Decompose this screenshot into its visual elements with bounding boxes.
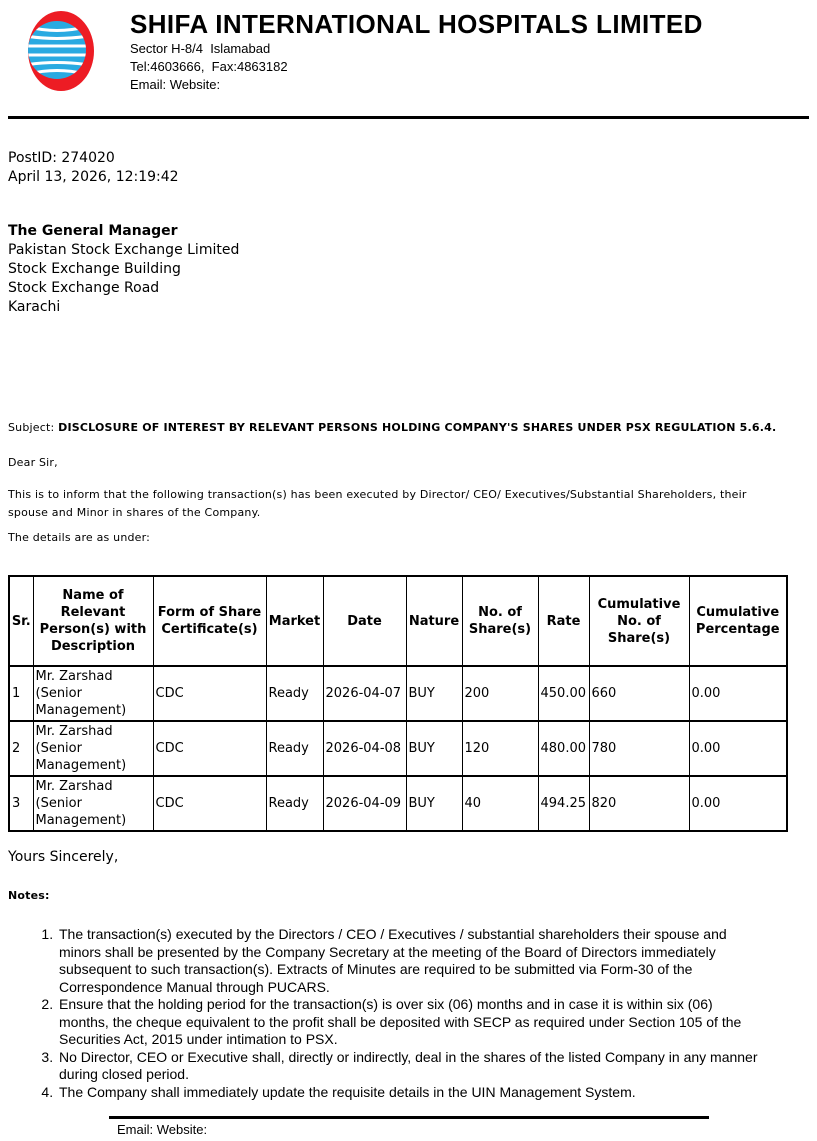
cell-cumulative-shares: 820 <box>589 776 689 831</box>
cell-cumulative-percentage: 0.00 <box>689 721 787 776</box>
col-header-market: Market <box>266 576 323 666</box>
recipient-block <box>8 222 817 317</box>
letterhead <box>0 0 817 116</box>
cell-nature: BUY <box>406 666 462 721</box>
table-row <box>9 721 787 776</box>
col-header-form: Form of Share Certificate(s) <box>153 576 266 666</box>
cell-market: Ready <box>266 776 323 831</box>
col-header-sr: Sr. <box>9 576 33 666</box>
table-header-row <box>9 576 787 666</box>
subject-text: DISCLOSURE OF INTEREST BY RELEVANT PERSONS HOLDING COMPANY'S SHARES UNDER PSX REGULATION 5.6.4. <box>58 421 777 434</box>
cell-form: CDC <box>153 776 266 831</box>
note-item: 3. No Director, CEO or Executive shall, directly or indirectly, deal in the shares of the listed Company in any manner during closed period. <box>57 1049 762 1084</box>
company-logo-icon <box>27 9 95 97</box>
cell-shares: 120 <box>462 721 538 776</box>
cell-date: 2026-04-07 <box>323 666 406 721</box>
cell-rate: 494.25 <box>538 776 589 831</box>
cell-nature: BUY <box>406 721 462 776</box>
company-email-website: Email: Website: <box>130 77 221 92</box>
letterhead-text <box>130 9 817 93</box>
cell-shares: 200 <box>462 666 538 721</box>
cell-date: 2026-04-08 <box>323 721 406 776</box>
cell-sr: 3 <box>9 776 33 831</box>
table-row <box>9 776 787 831</box>
cell-shares: 40 <box>462 776 538 831</box>
company-name: SHIFA INTERNATIONAL HOSPITALS LIMITED <box>130 9 703 39</box>
note-item: 4. The Company shall immediately update the requisite details in the UIN Management System. <box>57 1084 762 1102</box>
body-paragraph: This is to inform that the following transaction(s) has been executed by Director/ CEO/ Executives/Substantial Shareholders, their spouse and Minor in shares of the Company. <box>8 488 747 519</box>
company-address: Sector H-8/4 Islamabad <box>130 41 271 56</box>
col-header-cumulative-shares: Cumulative No. of Share(s) <box>589 576 689 666</box>
cell-rate: 450.00 <box>538 666 589 721</box>
col-header-date: Date <box>323 576 406 666</box>
subject-row <box>8 421 817 435</box>
cell-sr: 2 <box>9 721 33 776</box>
cell-cumulative-percentage: 0.00 <box>689 666 787 721</box>
notes-list <box>0 926 762 1101</box>
cell-form: CDC <box>153 666 266 721</box>
notes-label: Notes: <box>8 889 50 902</box>
note-item: 2. Ensure that the holding period for the transaction(s) is over six (06) months and in case it is within six (06) months, the cheque equivalent to the profit shall be deposited with SECP as required under Section 105 of the Securities Act, 2015 under intimation to PSX. <box>57 996 762 1049</box>
transactions-table <box>8 575 788 832</box>
cell-form: CDC <box>153 721 266 776</box>
recipient-title: The General Manager <box>8 223 178 239</box>
cell-name: Mr. Zarshad (Senior Management) <box>33 721 153 776</box>
post-id: PostID: 274020 <box>8 150 115 166</box>
recipient-line: Karachi <box>8 299 61 315</box>
col-header-nature: Nature <box>406 576 462 666</box>
cell-name: Mr. Zarshad (Senior Management) <box>33 666 153 721</box>
cell-sr: 1 <box>9 666 33 721</box>
cell-name: Mr. Zarshad (Senior Management) <box>33 776 153 831</box>
col-header-name: Name of Relevant Person(s) with Description <box>33 576 153 666</box>
cell-market: Ready <box>266 721 323 776</box>
cell-cumulative-percentage: 0.00 <box>689 776 787 831</box>
subject-label: Subject: <box>8 421 55 434</box>
page-footer <box>109 1116 709 1137</box>
company-tel-fax: Tel:4603666, Fax:4863182 <box>130 59 288 74</box>
footer-email-website: Email: Website: <box>117 1122 208 1137</box>
post-meta <box>8 149 817 187</box>
post-datetime: April 13, 2026, 12:19:42 <box>8 169 179 185</box>
cell-cumulative-shares: 780 <box>589 721 689 776</box>
cell-nature: BUY <box>406 776 462 831</box>
cell-date: 2026-04-09 <box>323 776 406 831</box>
note-item: 1. The transaction(s) executed by the Directors / CEO / Executives / substantial shareholders their spouse and minors shall be presented by the Company Secretary at the meeting of the Board of Directors immediately subsequent to such transaction(s). Extracts of Minutes are required to be submitted via Form-30 of the Correspondence Manual through PUCARS. <box>57 926 762 996</box>
col-header-shares: No. of Share(s) <box>462 576 538 666</box>
header-divider <box>8 116 809 119</box>
cell-cumulative-shares: 660 <box>589 666 689 721</box>
details-intro: The details are as under: <box>8 531 151 544</box>
recipient-line: Stock Exchange Building <box>8 261 181 277</box>
cell-rate: 480.00 <box>538 721 589 776</box>
recipient-line: Stock Exchange Road <box>8 280 160 296</box>
closing: Yours Sincerely, <box>8 849 119 865</box>
col-header-rate: Rate <box>538 576 589 666</box>
table-row <box>9 666 787 721</box>
col-header-cumulative-percentage: Cumulative Percentage <box>689 576 787 666</box>
recipient-line: Pakistan Stock Exchange Limited <box>8 242 240 258</box>
salutation: Dear Sir, <box>8 456 58 469</box>
cell-market: Ready <box>266 666 323 721</box>
